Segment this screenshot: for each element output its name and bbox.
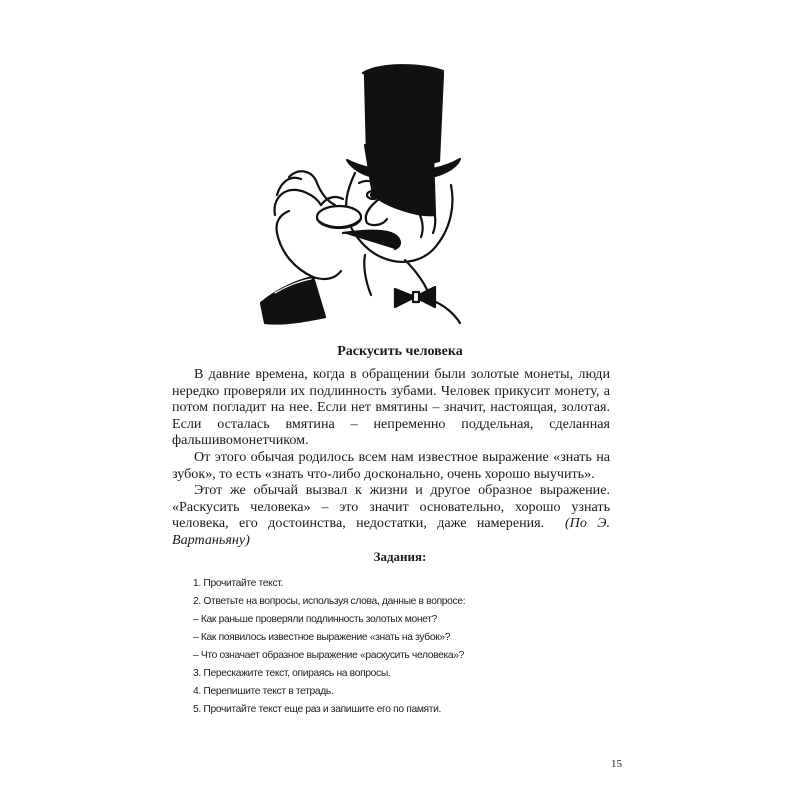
task-item: 1. Прочитайте текст. xyxy=(193,578,283,589)
story-paragraph-text: Этот же обычай вызвал к жизни и другое образное выражение. «Раскусить человека» – это значит основательно, хорошо узнать человека, его достоинства, недостатки, даже намерения. xyxy=(172,482,610,532)
task-item: 3. Перескажите текст, опираясь на вопросы. xyxy=(193,668,391,679)
story-paragraph xyxy=(172,482,610,548)
story-title: Раскусить человека xyxy=(337,344,463,359)
task-item: 2. Ответьте на вопросы, используя слова, данные в вопросе: xyxy=(193,596,466,607)
illustration-drawing xyxy=(255,55,470,325)
page-number: 15 xyxy=(611,758,622,770)
task-question: – Что означает образное выражение «раскусить человека»? xyxy=(193,650,465,661)
task-item: 4. Перепишите текст в тетрадь. xyxy=(193,686,334,697)
hand xyxy=(289,171,335,205)
task-item: 5. Прочитайте текст еще раз и запишите его по памяти. xyxy=(193,704,442,715)
tasks-list xyxy=(193,575,553,719)
task-question: – Как появилось известное выражение «знать на зубок»? xyxy=(193,632,451,643)
man-biting-coin-illustration xyxy=(255,55,470,325)
story-paragraph: В давние времена, когда в обращении были золотые монеты, люди нередко проверяли их подлинность зубами. Человек прикусит монету, а потом погладит на нее. Если нет вмятины – значит, настоящая, золотая. Если осталась вмятина – непременно поддельная, сделанная фальшивомонетчиком. xyxy=(172,366,610,449)
task-question: – Как раньше проверяли подлинность золотых монет? xyxy=(193,614,438,625)
story-text xyxy=(172,366,610,549)
source-attribution: (По Э. Вартаньяну) xyxy=(172,515,610,548)
tasks-heading: Задания: xyxy=(373,549,427,564)
story-paragraph: От этого обычая родилось всем нам известное выражение «знать на зубок», то есть «знать что-либо досконально, очень хорошо выучить». xyxy=(172,448,610,482)
